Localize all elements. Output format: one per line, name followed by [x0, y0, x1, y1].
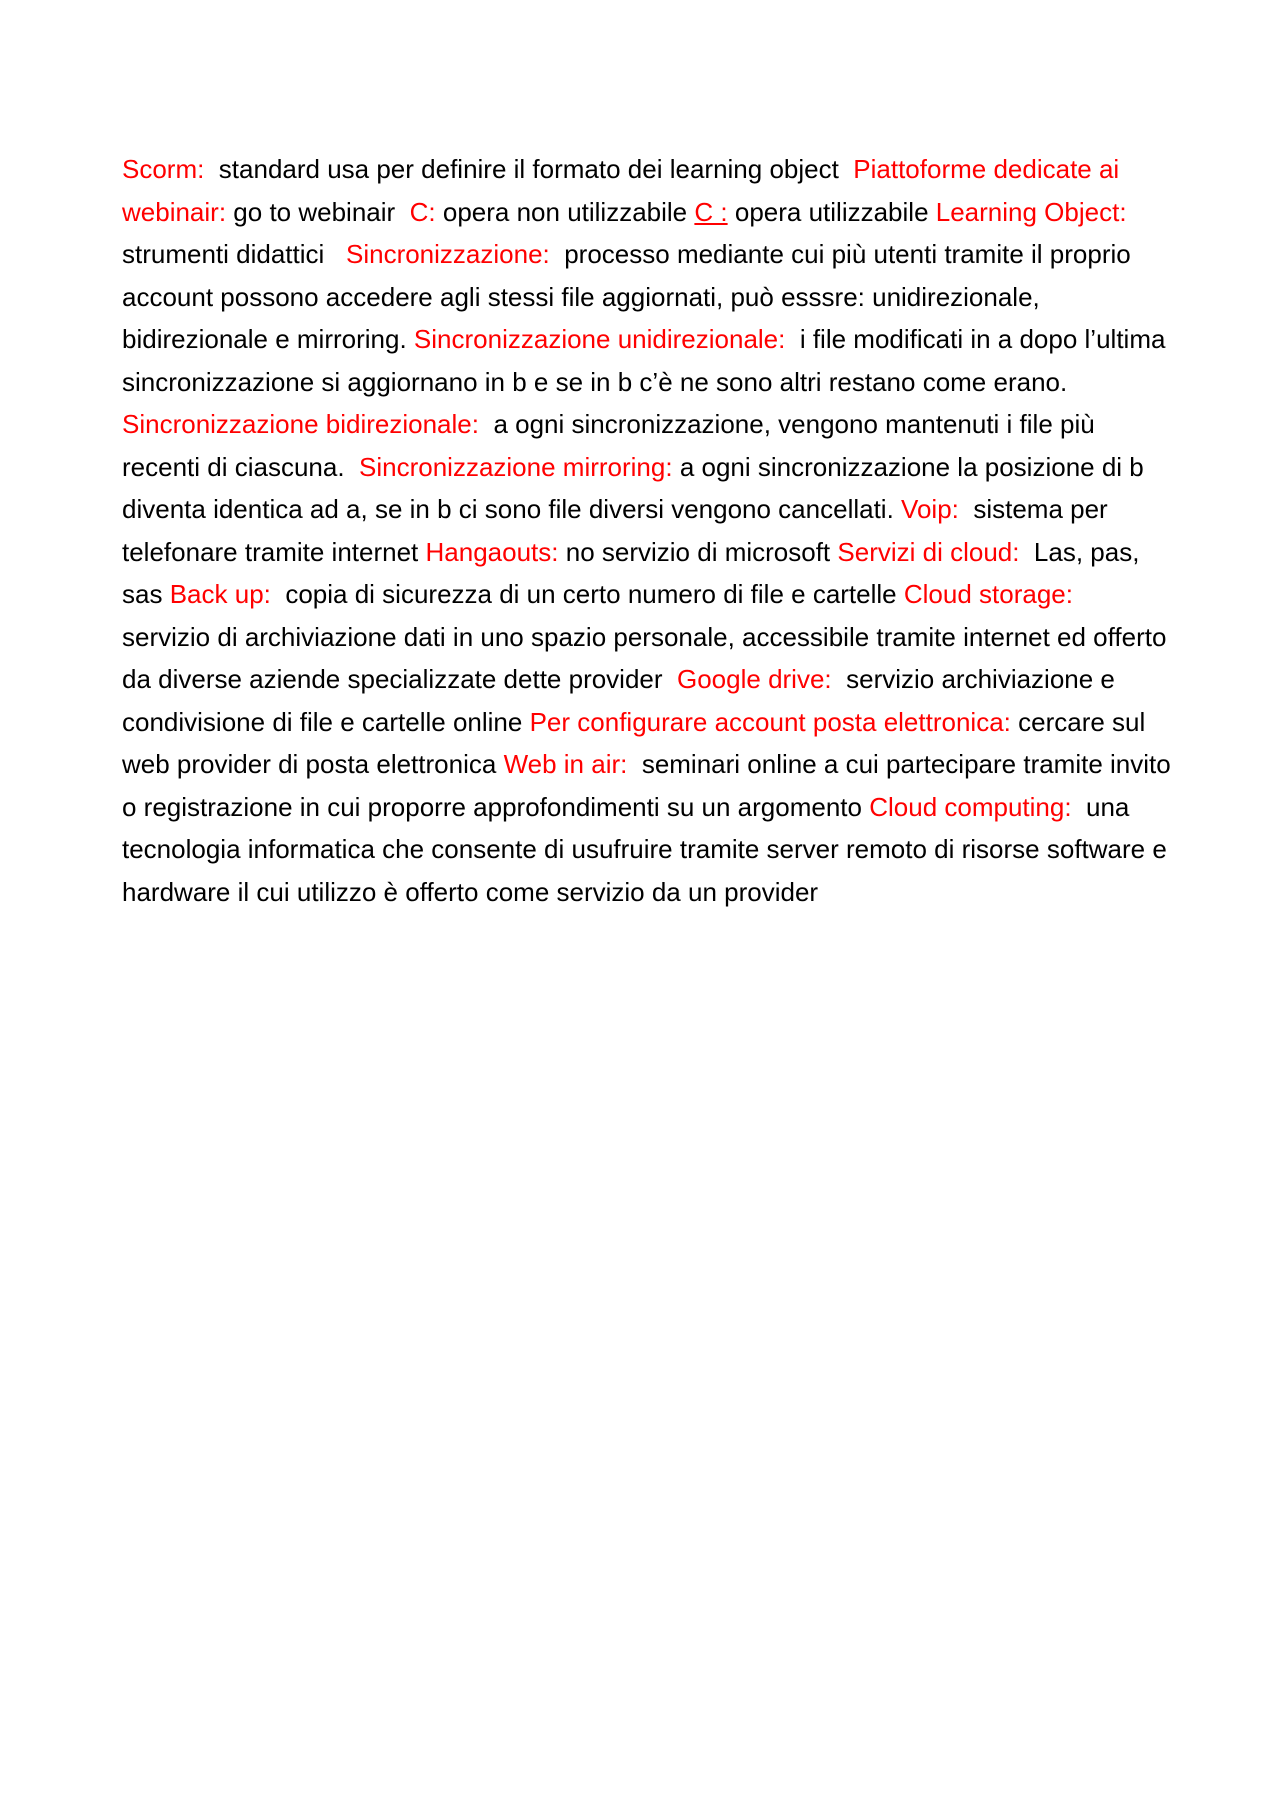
- def-piattaforme-webinair: go to webinair: [233, 196, 396, 227]
- term-c-utilizzabile: C :: [694, 196, 728, 227]
- term-sincronizzazione-unidirezionale: Sincronizzazione unidirezionale:: [413, 324, 786, 354]
- def-scorm: standard usa per definire il formato dei learning object: [218, 154, 839, 184]
- def-web-in-air: seminari online a cui partecipare tramite invito o registrazione in cui proporre approfondimenti su un argomento: [122, 749, 1171, 822]
- def-sincronizzazione-bidirezionale: a ogni sincronizzazione, vengono mantenuti i file più recenti di ciascuna.: [122, 409, 1095, 482]
- term-hangaouts: Hangaouts:: [425, 536, 559, 567]
- def-back-up: copia di sicurezza di un certo numero di file e cartelle: [285, 579, 897, 609]
- def-learning-object: strumenti didattici: [122, 239, 325, 269]
- term-cloud-computing: Cloud computing:: [869, 791, 1072, 822]
- def-google-drive: servizio archiviazione e condivisione di file e cartelle online: [122, 664, 1115, 737]
- def-cloud-storage: servizio di archiviazione dati in uno spazio personale, accessibile tramite internet ed offerto da diverse aziende specializzate dette provider: [122, 621, 1167, 694]
- def-sincronizzazione: processo mediante cui più utenti tramite il proprio account possono accedere agli stessi file aggiornati, può esssre: unidirezionale, bidirezionale e mirroring.: [122, 239, 1131, 354]
- def-c-non-utilizzabile: opera non utilizzabile: [442, 196, 688, 227]
- def-configurare-posta: cercare sul web provider di posta elettronica: [122, 706, 1146, 779]
- def-sincronizzazione-unidirezionale: i file modificati in a dopo l’ultima sincronizzazione si aggiornano in b e se in b c’è ne sono altri restano come erano.: [122, 324, 1166, 397]
- term-back-up: Back up:: [169, 579, 271, 609]
- term-google-drive: Google drive:: [677, 664, 832, 694]
- term-c-non-utilizzabile: C:: [409, 196, 436, 227]
- def-sincronizzazione-mirroring: a ogni sincronizzazione la posizione di b diventa identica ad a, se in b ci sono file diversi vengono cancellati.: [122, 451, 1144, 524]
- def-servizi-di-cloud: Las, pas, sas: [122, 536, 1140, 609]
- def-cloud-computing: una tecnologia informatica che consente di usufruire tramite server remoto di risorse software e hardware il cui utilizzo è offerto come servizio da un provider: [122, 791, 1167, 907]
- term-scorm: Scorm:: [122, 154, 205, 184]
- term-cloud-storage: Cloud storage:: [903, 579, 1073, 609]
- term-configurare-posta: Per configurare account posta elettronica:: [529, 706, 1011, 737]
- glossary-paragraph: [122, 148, 1172, 913]
- def-hangaouts: no servizio di microsoft: [565, 536, 831, 567]
- term-learning-object: Learning Object:: [935, 196, 1127, 227]
- term-piattaforme-webinair: Piattoforme dedicate ai webinair:: [122, 154, 1120, 227]
- term-sincronizzazione: Sincronizzazione:: [345, 239, 550, 269]
- def-c-utilizzabile: opera utilizzabile: [734, 196, 929, 227]
- term-sincronizzazione-bidirezionale: Sincronizzazione bidirezionale:: [122, 409, 479, 439]
- term-servizi-di-cloud: Servizi di cloud:: [837, 536, 1020, 567]
- term-web-in-air: Web in air:: [503, 749, 628, 779]
- term-voip: Voip:: [901, 494, 959, 524]
- term-sincronizzazione-mirroring: Sincronizzazione mirroring:: [359, 451, 673, 482]
- def-voip: sistema per telefonare tramite internet: [122, 494, 1108, 567]
